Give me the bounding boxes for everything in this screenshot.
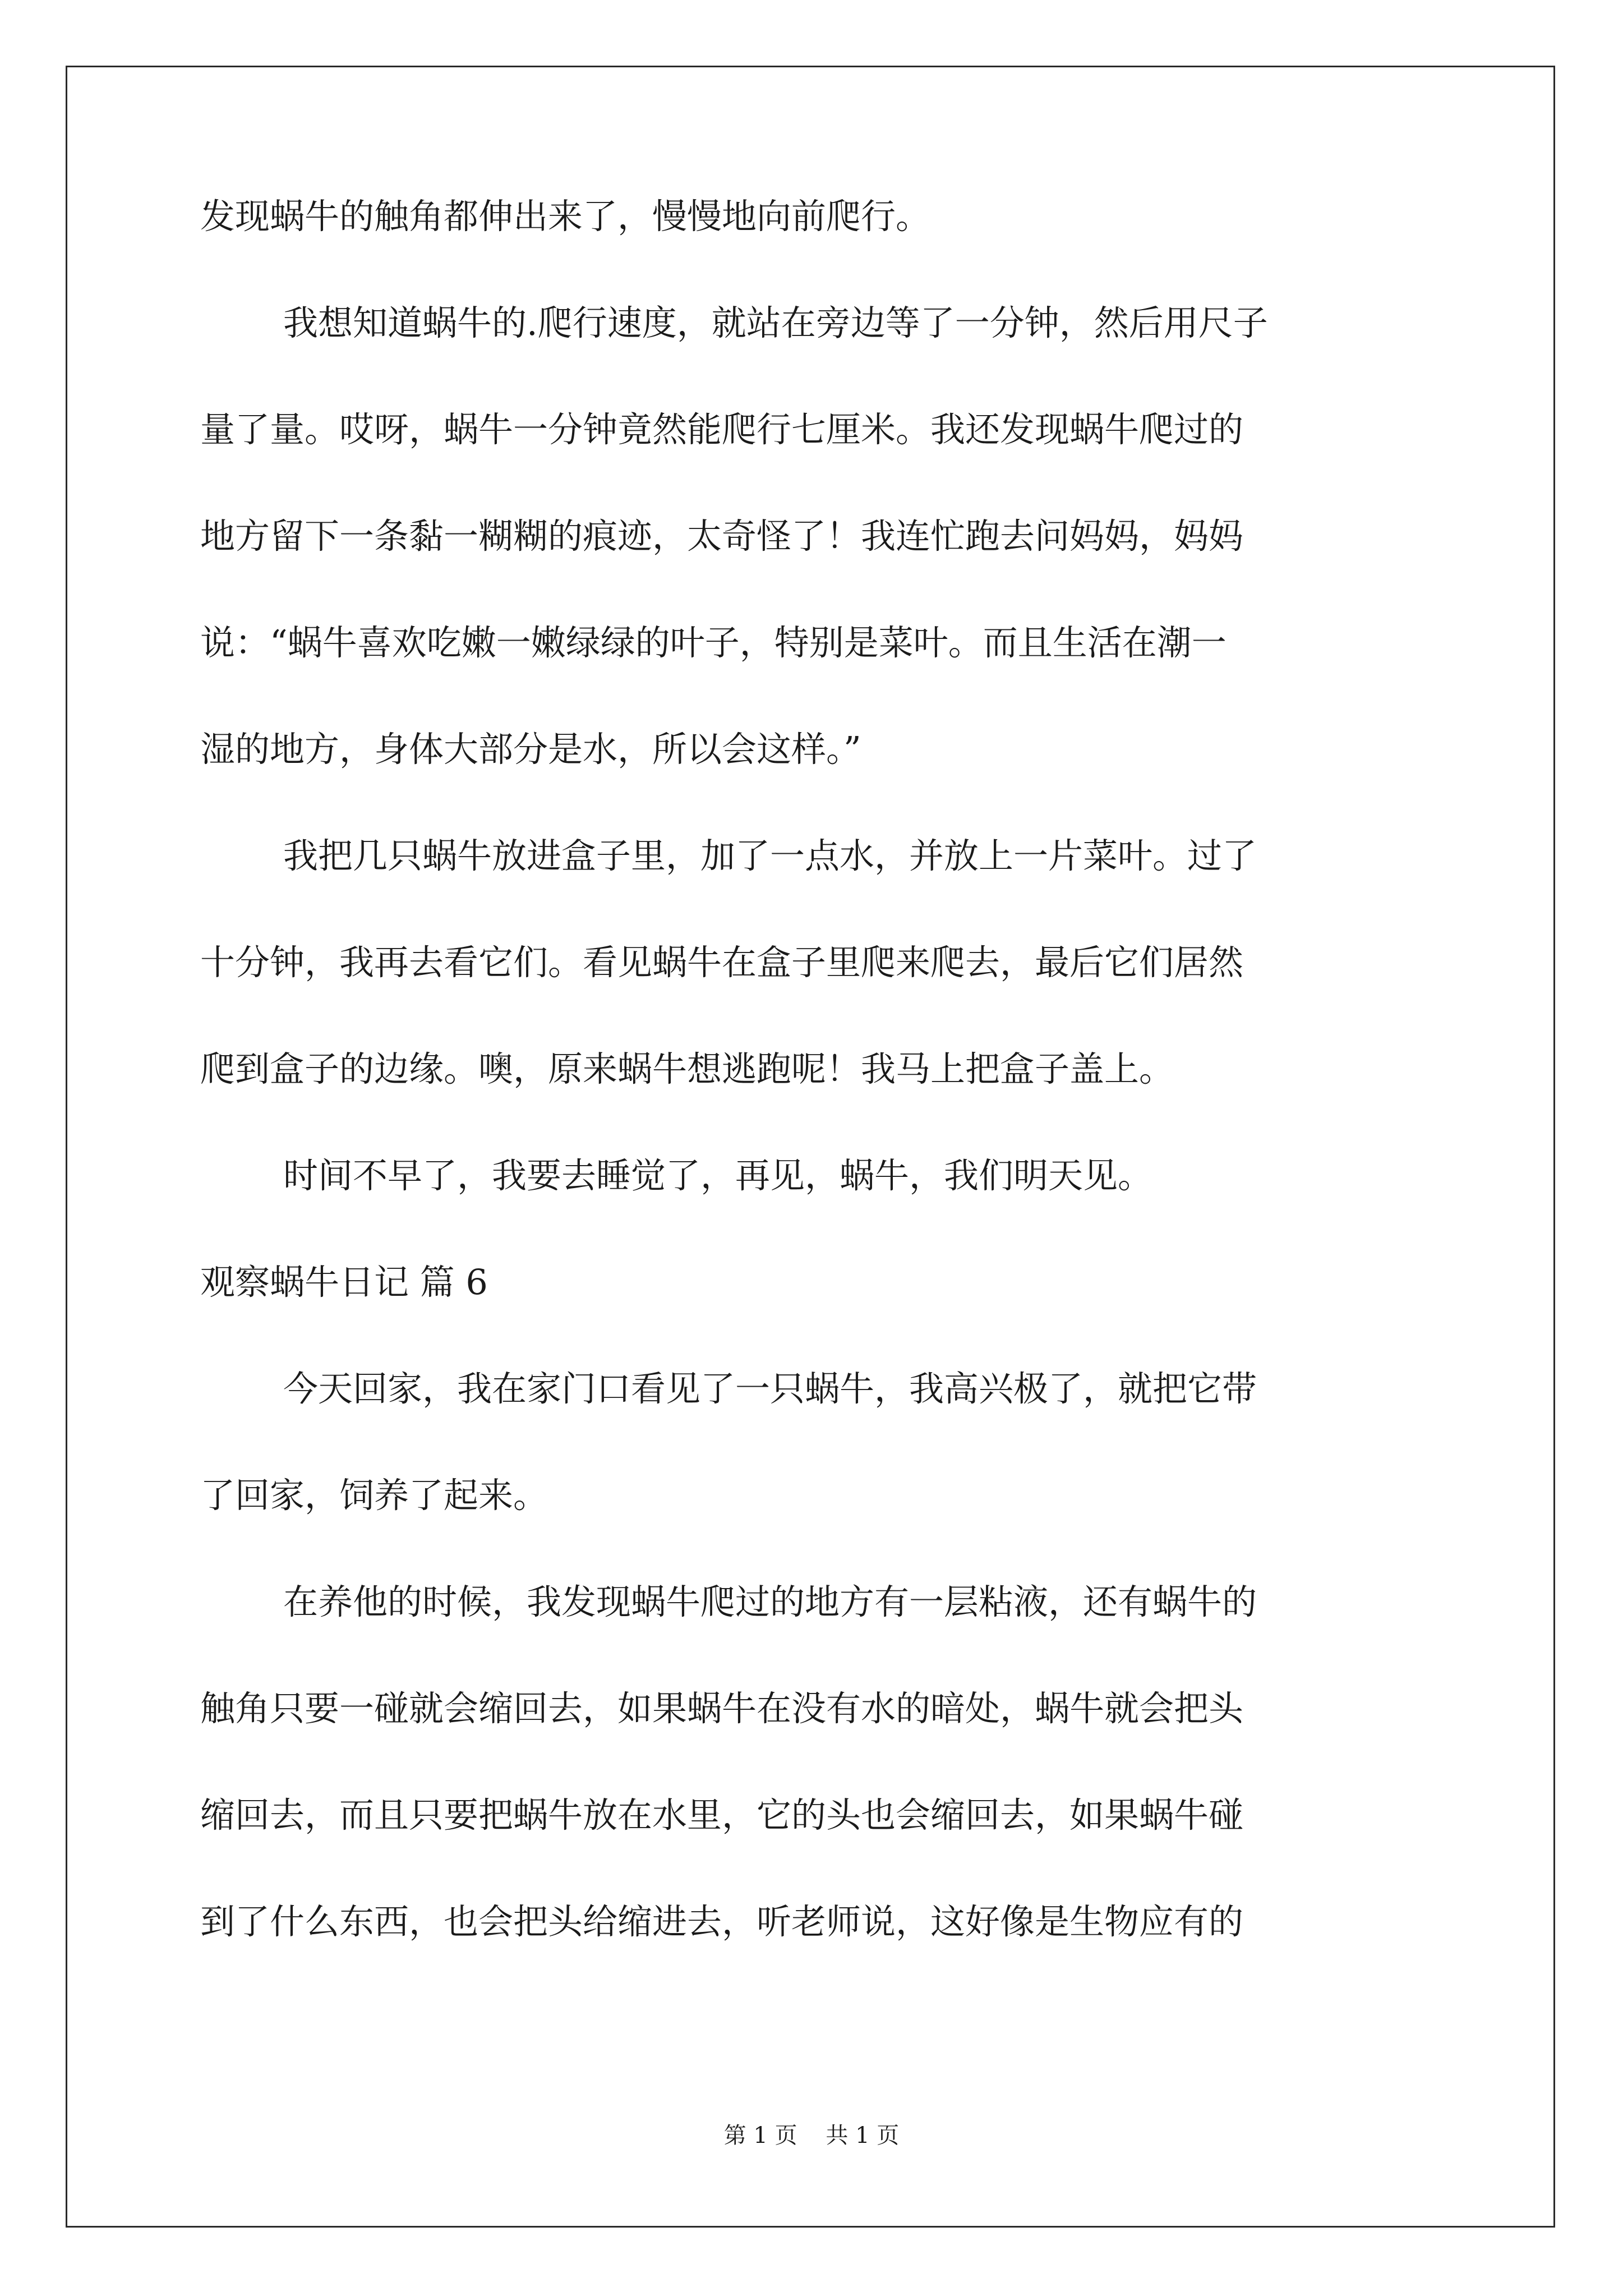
text-line: 了回家，饲养了起来。 (200, 1475, 548, 1516)
text-line: 说：“蜗牛喜欢吃嫩一嫩绿绿的叶子，特别是菜叶。而且生活在潮一 (200, 622, 1227, 663)
text-line: 量了量。哎呀，蜗牛一分钟竟然能爬行七厘米。我还发现蜗牛爬过的 (200, 409, 1244, 450)
text-line: 到了什么东西，也会把头给缩进去，听老师说，这好像是生物应有的 (200, 1901, 1244, 1942)
paragraph-line: 时间不早了，我要去睡觉了，再见，蜗牛，我们明天见。 (283, 1155, 1153, 1196)
paragraph-line: 我想知道蜗牛的.爬行速度，就站在旁边等了一分钟，然后用尺子 (283, 302, 1268, 343)
text-line: 触角只要一碰就会缩回去，如果蜗牛在没有水的暗处，蜗牛就会把头 (200, 1688, 1244, 1729)
paragraph-line: 今天回家，我在家门口看见了一只蜗牛，我高兴极了，就把它带 (283, 1368, 1257, 1409)
text-line: 地方留下一条黏一糊糊的痕迹，太奇怪了！我连忙跑去问妈妈，妈妈 (200, 516, 1244, 556)
section-heading: 观察蜗牛日记 篇 6 (200, 1262, 488, 1303)
paragraph-line: 我把几只蜗牛放进盒子里，加了一点水，并放上一片菜叶。过了 (283, 835, 1257, 876)
text-line: 发现蜗牛的触角都伸出来了，慢慢地向前爬行。 (200, 196, 931, 237)
paragraph-line: 在养他的时候，我发现蜗牛爬过的地方有一层粘液，还有蜗牛的 (283, 1581, 1257, 1622)
text-line: 爬到盒子的边缘。噢，原来蜗牛想逃跑呢！我马上把盒子盖上。 (200, 1048, 1174, 1089)
page-number: 第 1 页 共 1 页 (723, 2123, 900, 2148)
text-line: 湿的地方，身体大部分是水，所以会这样。” (200, 729, 861, 770)
text-line: 缩回去，而且只要把蜗牛放在水里，它的头也会缩回去，如果蜗牛碰 (200, 1795, 1244, 1835)
text-line: 十分钟，我再去看它们。看见蜗牛在盒子里爬来爬去，最后它们居然 (200, 942, 1244, 983)
